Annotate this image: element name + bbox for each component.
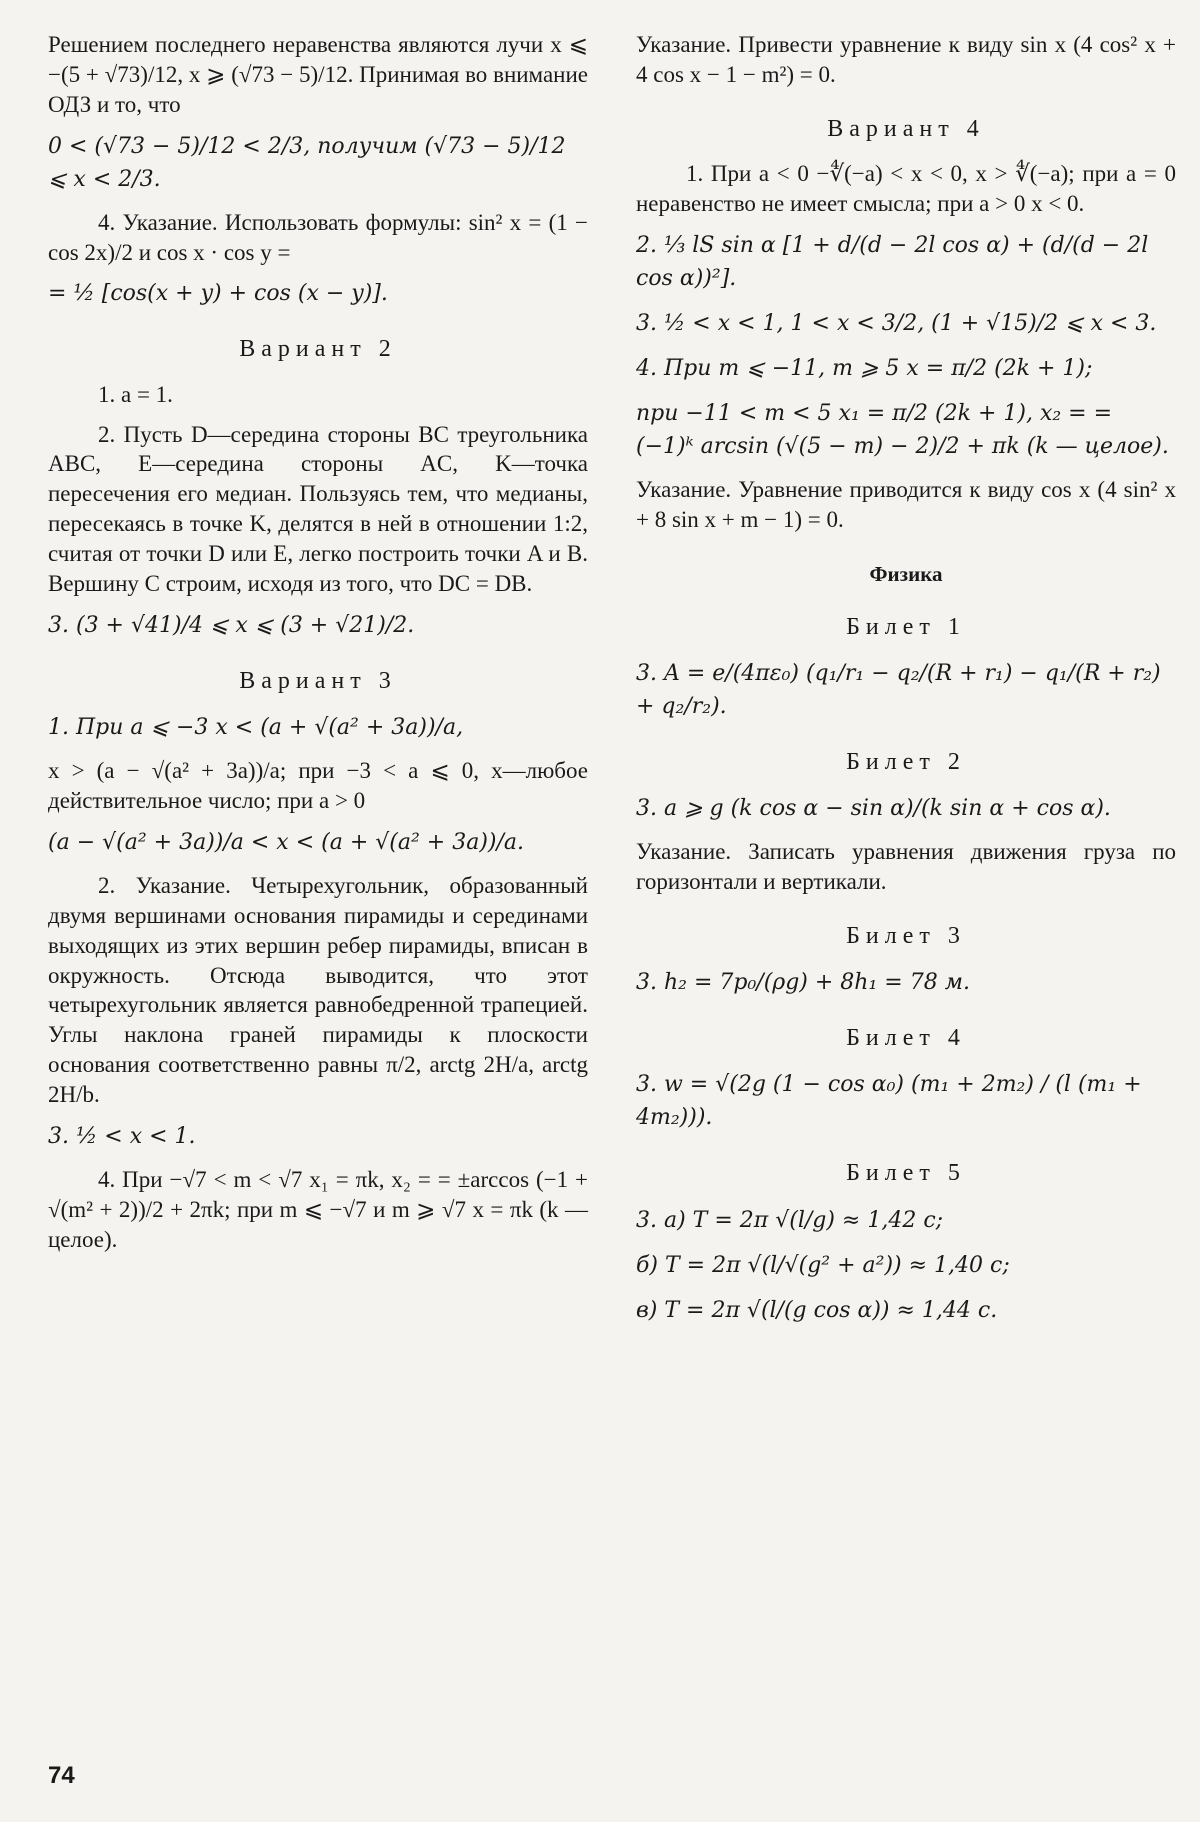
left-column-heading-4: Вариант 2 — [239, 336, 397, 363]
left-column-item-14: 4. При −√7 < m < √7 x₁ = πk, x₂ = = ±arccos (−1 + √(m² + 2))/2 + 2πk; при m ⩽ −√7 и m ⩾ √7 x = πk (k — целое). — [48, 1166, 588, 1252]
right-column-para-7: Указание. Уравнение приводится к виду cos x (4 sin² x + 8 sin x + m − 1) = 0. — [636, 476, 1176, 532]
left-column-formula-1: 0 < (√73 − 5)/12 < 2/3, получим (√73 − 5)/12 ⩽ x < 2/3. — [48, 133, 566, 192]
left-column-item-5: 1. a = 1. — [98, 381, 173, 407]
right-column-para-0: Указание. Привести уравнение к виду sin x (4 cos² x + 4 cos x − 1 − m²) = 0. — [636, 32, 1176, 87]
right-column-subject-8: Физика — [869, 561, 943, 586]
right-column-formula-21: в) T = 2π √(l/(g cos α)) ≈ 1,44 с. — [636, 1297, 998, 1323]
page-number: 74 — [48, 1762, 75, 1789]
left-column-item-6: 2. Пусть D—середина стороны BC треугольника ABC, E—середина стороны AC, K—точка пересечения его медиан. Пользуясь тем, что медианы, пересекаясь в точке K, делятся в ней в отношении 1:2, считая от точки D или E, легко построить точки A и B. Вершину C строим, исходя из того, что DC = DB. — [48, 421, 588, 596]
right-column-heading-1: Вариант 4 — [827, 115, 985, 142]
right-column-formula-5: 4. При m ⩽ −11, m ⩾ 5 x = π/2 (2k + 1); — [636, 355, 1093, 381]
right-column-para-13: Указание. Записать уравнения движения груза по горизонтали и вертикали. — [636, 839, 1176, 895]
right-column-formula-17: 3. w = √(2g (1 − cos α₀) (m₁ + 2m₂) / (l (m₁ + 4m₂))). — [636, 1072, 1142, 1131]
right-column-heading-16: Билет 4 — [846, 1025, 966, 1052]
left-column-formula-9: 1. При a ⩽ −3 x < (a + √(a² + 3a))/a, — [48, 715, 464, 741]
right-column-heading-9: Билет 1 — [846, 613, 966, 640]
right-column-formula-20: б) T = 2π √(l/√(g² + a²)) ≈ 1,40 с; — [636, 1252, 1010, 1278]
left-column-item-12: 2. Указание. Четырехугольник, образованный двумя вершинами основания пирамиды и серединами выходящих из этих вершин ребер пирамиды, вписан в окружность. Отсюда выводится, что этот четырехугольник является равнобедренной трапецией. Углы наклона граней пирамиды к плоскости основания соответственно равны π/2, arctg 2H/a, arctg 2H/b. — [48, 872, 588, 1108]
right-column-formula-3: 2. ⅓ lS sin α [1 + d/(d − 2l cos α) + (d/(d − 2l cos α))²]. — [636, 232, 1149, 291]
right-column-formula-19: 3. а) T = 2π √(l/g) ≈ 1,42 с; — [636, 1207, 944, 1233]
right-column-formula-4: 3. ½ < x < 1, 1 < x < 3/2, (1 + √15)/2 ⩽ x < 3. — [636, 310, 1157, 336]
left-column — [48, 30, 588, 1261]
left-column-formula-11: (a − √(a² + 3a))/a < x < (a + √(a² + 3a))/a. — [48, 829, 525, 855]
right-column-heading-18: Билет 5 — [846, 1160, 966, 1187]
right-column-formula-6: при −11 < m < 5 x₁ = π/2 (2k + 1), x₂ = = (−1)ᵏ arcsin (√(5 − m) − 2)/2 + πk (k — целое). — [636, 400, 1169, 459]
right-column-heading-14: Билет 3 — [846, 922, 966, 949]
right-column — [636, 30, 1176, 1339]
left-column-formula-13: 3. ½ < x < 1. — [48, 1123, 196, 1149]
right-column-heading-11: Билет 2 — [846, 749, 966, 776]
right-column-item-2: 1. При a < 0 −∜(−a) < x < 0, x > ∜(−a); при a = 0 неравенство не имеет смысла; при a > 0 x < 0. — [636, 160, 1176, 216]
left-column-para-0: Решением последнего неравенства являются лучи x ⩽ −(5 + √73)/12, x ⩾ (√73 − 5)/12. Принимая во внимание ОДЗ и то, что — [48, 32, 588, 117]
left-column-formula-3: = ½ [cos(x + y) + cos (x − y)]. — [48, 281, 388, 307]
left-column-para-10: x > (a − √(a² + 3a))/a; при −3 < a ⩽ 0, x—любое действительное число; при a > 0 — [48, 758, 588, 813]
left-column-heading-8: Вариант 3 — [239, 667, 397, 694]
right-column-formula-15: 3. h₂ = 7p₀/(ρg) + 8h₁ = 78 м. — [636, 970, 970, 996]
right-column-formula-12: 3. a ⩾ g (k cos α − sin α)/(k sin α + cos α). — [636, 796, 1111, 822]
right-column-formula-10: 3. A = e/(4πε₀) (q₁/r₁ − q₂/(R + r₁) − q₁/(R + r₂) + q₂/r₂). — [636, 661, 1161, 720]
left-column-item-2: 4. Указание. Использовать формулы: sin² x = (1 − cos 2x)/2 и cos x · cos y = — [48, 209, 588, 265]
left-column-formula-7: 3. (3 + √41)/4 ⩽ x ⩽ (3 + √21)/2. — [48, 612, 415, 638]
